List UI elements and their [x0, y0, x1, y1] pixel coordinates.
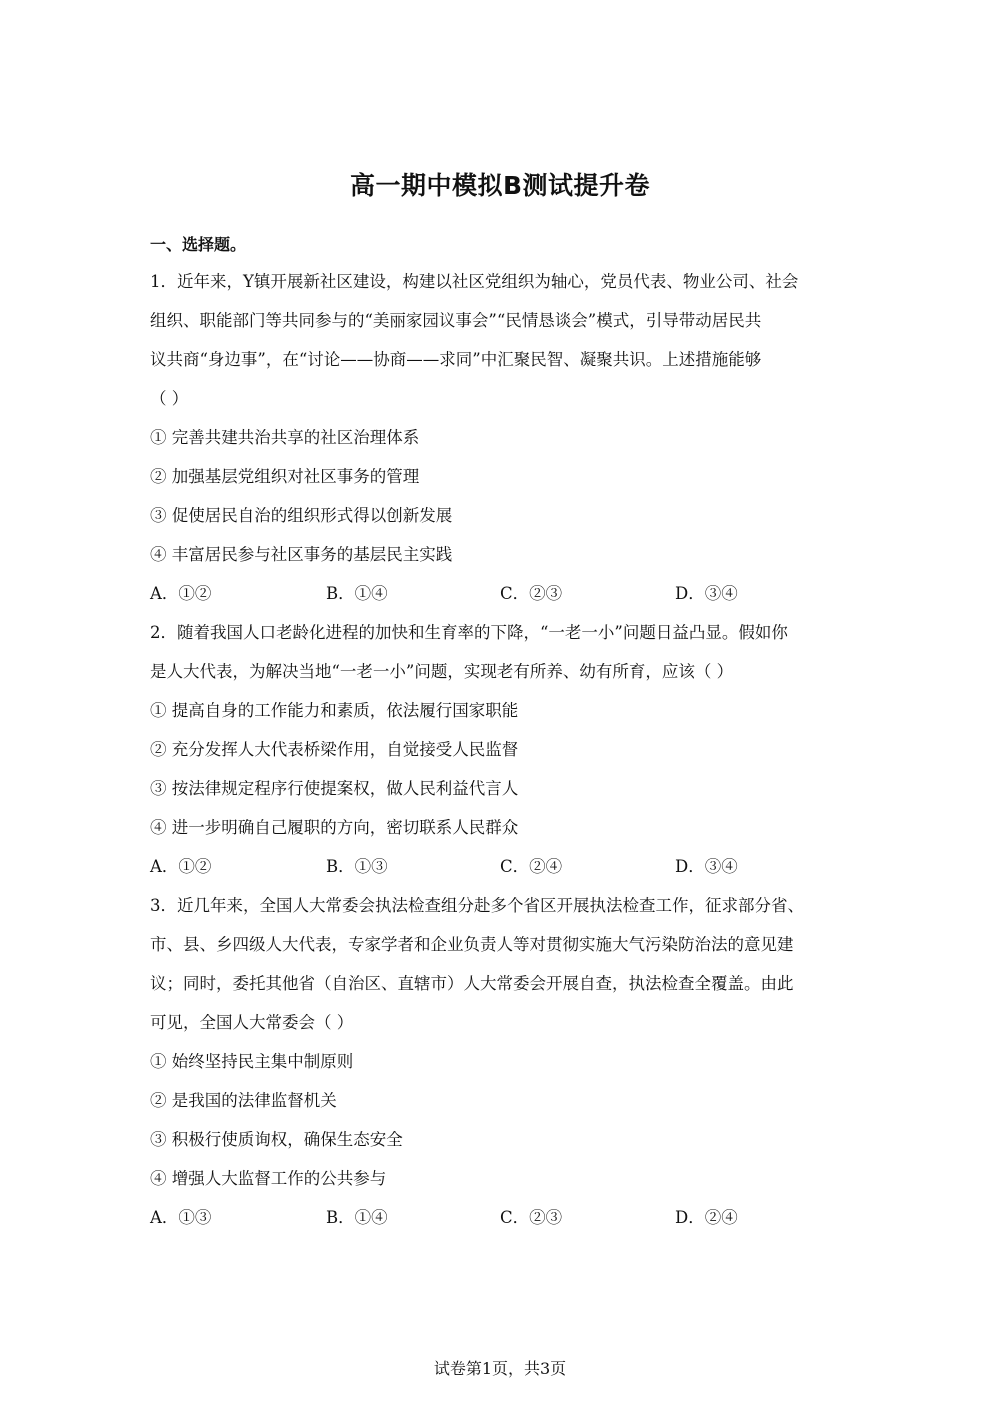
- statement-item: ① 完善共建共治共享的社区治理体系: [150, 428, 420, 447]
- statement-item: ③ 积极行使质询权，确保生态安全: [150, 1130, 403, 1149]
- option-c: C．②④: [500, 857, 563, 876]
- statement-item: ④ 进一步明确自己履职的方向，密切联系人民群众: [150, 818, 519, 837]
- option-a: A．①③: [150, 1208, 212, 1227]
- statement-item: ② 是我国的法律监督机关: [150, 1091, 337, 1110]
- answer-blank: （ ）: [150, 389, 189, 408]
- question-stem-line: 市、县、乡四级人大代表，专家学者和企业负责人等对贯彻实施大气污染防治法的意见建: [150, 935, 794, 954]
- statement-item: ③ 按法律规定程序行使提案权，做人民利益代言人: [150, 779, 519, 798]
- option-a: A．①②: [150, 857, 212, 876]
- statement-item: ② 充分发挥人大代表桥梁作用，自觉接受人民监督: [150, 740, 519, 759]
- question-stem-line: 1．近年来，Y镇开展新社区建设，构建以社区党组织为轴心，党员代表、物业公司、社会: [150, 272, 799, 291]
- page-footer: 试卷第1页，共3页: [433, 1359, 567, 1378]
- question-stem-line: 组织、职能部门等共同参与的“美丽家园议事会”“民情恳谈会”模式，引导带动居民共: [150, 311, 762, 330]
- statement-item: ④ 增强人大监督工作的公共参与: [150, 1169, 387, 1188]
- section-heading: 一、选择题。: [150, 235, 247, 254]
- question-stem-line: 议；同时，委托其他省（自治区、直辖市）人大常委会开展自查，执法检查全覆盖。由此: [150, 974, 794, 993]
- question-stem-line: 3．近几年来，全国人大常委会执法检查组分赴多个省区开展执法检查工作，征求部分省、: [150, 896, 804, 915]
- statement-item: ② 加强基层党组织对社区事务的管理: [150, 467, 420, 486]
- option-b: B．①④: [326, 584, 388, 603]
- question-stem-line: 2．随着我国人口老龄化进程的加快和生育率的下降，“一老一小”问题日益凸显。假如你: [150, 623, 788, 642]
- question-stem-line: 可见，全国人大常委会（ ）: [150, 1013, 354, 1032]
- statement-item: ① 提高自身的工作能力和素质，依法履行国家职能: [150, 701, 519, 720]
- statement-item: ③ 促使居民自治的组织形式得以创新发展: [150, 506, 453, 525]
- option-d: D．③④: [675, 857, 738, 876]
- option-b: B．①④: [326, 1208, 388, 1227]
- option-d: D．③④: [675, 584, 738, 603]
- option-b: B．①③: [326, 857, 388, 876]
- document-title: 高一期中模拟B测试提升卷: [349, 171, 651, 200]
- option-c: C．②③: [500, 1208, 563, 1227]
- option-c: C．②③: [500, 584, 563, 603]
- question-stem-line: 议共商“身边事”，在“讨论——协商——求同”中汇聚民智、凝聚共识。上述措施能够: [150, 350, 762, 369]
- question-stem-line: 是人大代表，为解决当地“一老一小”问题，实现老有所养、幼有所育，应该（ ）: [150, 662, 734, 681]
- option-d: D．②④: [675, 1208, 738, 1227]
- statement-item: ④ 丰富居民参与社区事务的基层民主实践: [150, 545, 453, 564]
- option-a: A．①②: [150, 584, 212, 603]
- statement-item: ① 始终坚持民主集中制原则: [150, 1052, 354, 1071]
